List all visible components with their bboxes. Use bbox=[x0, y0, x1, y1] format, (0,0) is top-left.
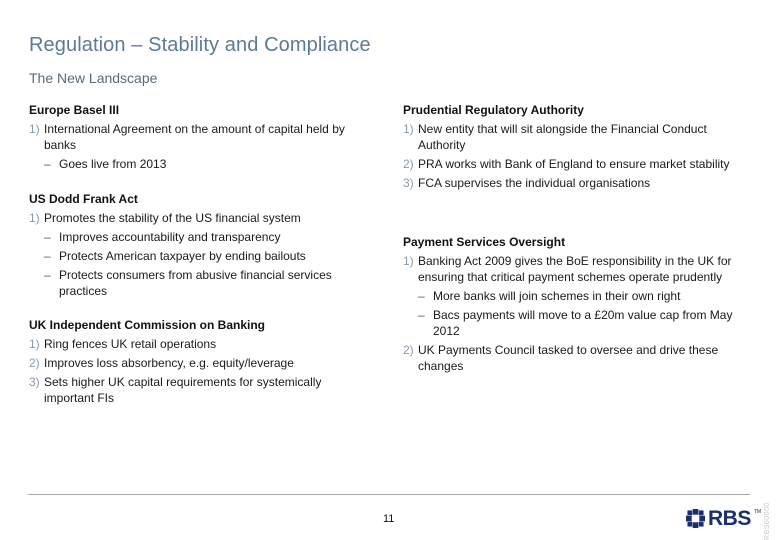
logo-wordmark: RBS bbox=[708, 507, 751, 530]
item-text: International Agreement on the amount of capital held by banks bbox=[44, 122, 345, 152]
list-item bbox=[403, 121, 748, 153]
item-number: 1) bbox=[403, 122, 414, 136]
sub-item-text: Protects consumers from abusive financial services practices bbox=[59, 268, 332, 298]
sub-item bbox=[29, 248, 364, 264]
sub-item-text: Improves accountability and transparency bbox=[59, 230, 281, 244]
section-heading: US Dodd Frank Act bbox=[29, 192, 138, 206]
sub-item bbox=[29, 229, 364, 245]
list-item bbox=[29, 121, 364, 153]
item-number: 1) bbox=[29, 122, 40, 136]
dash-bullet-icon: – bbox=[44, 157, 51, 171]
sub-item bbox=[403, 288, 748, 304]
list-item bbox=[403, 342, 748, 374]
list-item bbox=[403, 175, 748, 191]
slide-subtitle: The New Landscape bbox=[29, 70, 158, 86]
item-number: 2) bbox=[403, 343, 414, 357]
list-item bbox=[403, 156, 748, 172]
sub-item bbox=[403, 307, 748, 339]
list-item bbox=[29, 210, 364, 226]
sub-item-text: Bacs payments will move to a £20m value cap from May 2012 bbox=[433, 308, 733, 338]
section-europe-basel-iii bbox=[29, 102, 364, 175]
item-text: Ring fences UK retail operations bbox=[44, 337, 217, 351]
reference-code: RBS00000 bbox=[764, 502, 771, 540]
slide-title: Regulation – Stability and Compliance bbox=[29, 34, 371, 56]
item-text: New entity that will sit alongside the Financial Conduct Authority bbox=[418, 122, 707, 152]
section-payment-services-oversight bbox=[403, 234, 748, 377]
list-item bbox=[29, 355, 364, 371]
section-heading: Prudential Regulatory Authority bbox=[403, 103, 584, 117]
section-heading: Payment Services Oversight bbox=[403, 235, 566, 249]
item-text: FCA supervises the individual organisations bbox=[418, 176, 651, 190]
item-text: PRA works with Bank of England to ensure market stability bbox=[418, 157, 730, 171]
dash-bullet-icon: – bbox=[418, 308, 425, 322]
item-text: Banking Act 2009 gives the BoE responsibility in the UK for ensuring that critical payment schemes operate prudently bbox=[418, 254, 732, 284]
section-pra bbox=[403, 102, 748, 194]
item-number: 2) bbox=[403, 157, 414, 171]
dash-bullet-icon: – bbox=[418, 289, 425, 303]
section-heading: UK Independent Commission on Banking bbox=[29, 318, 266, 332]
section-uk-icb bbox=[29, 317, 364, 409]
item-text: UK Payments Council tasked to oversee and drive these changes bbox=[418, 343, 719, 373]
sub-item-text: More banks will join schemes in their own right bbox=[433, 289, 681, 303]
item-number: 1) bbox=[29, 337, 40, 351]
item-number: 1) bbox=[403, 254, 414, 268]
list-item bbox=[29, 336, 364, 352]
trademark-mark: TM bbox=[753, 509, 762, 515]
rbs-daisy-wheel-icon bbox=[686, 509, 705, 528]
item-text: Sets higher UK capital requirements for systemically important FIs bbox=[44, 375, 322, 405]
list-item bbox=[29, 374, 364, 406]
item-number: 1) bbox=[29, 211, 40, 225]
section-heading: Europe Basel III bbox=[29, 103, 120, 117]
sub-item bbox=[29, 156, 364, 172]
item-text: Promotes the stability of the US financial system bbox=[44, 211, 301, 225]
item-text: Improves loss absorbency, e.g. equity/leverage bbox=[44, 356, 294, 370]
item-number: 3) bbox=[403, 176, 414, 190]
sub-item-text: Goes live from 2013 bbox=[59, 157, 167, 171]
dash-bullet-icon: – bbox=[44, 230, 51, 244]
sub-item bbox=[29, 267, 364, 299]
item-number: 3) bbox=[29, 375, 40, 389]
rbs-logo bbox=[686, 508, 761, 529]
page-number: 11 bbox=[383, 513, 395, 525]
footer-divider bbox=[28, 494, 750, 495]
dash-bullet-icon: – bbox=[44, 249, 51, 263]
dash-bullet-icon: – bbox=[44, 268, 51, 282]
item-number: 2) bbox=[29, 356, 40, 370]
list-item bbox=[403, 253, 748, 285]
section-us-dodd-frank bbox=[29, 191, 364, 302]
sub-item-text: Protects American taxpayer by ending bailouts bbox=[59, 249, 306, 263]
